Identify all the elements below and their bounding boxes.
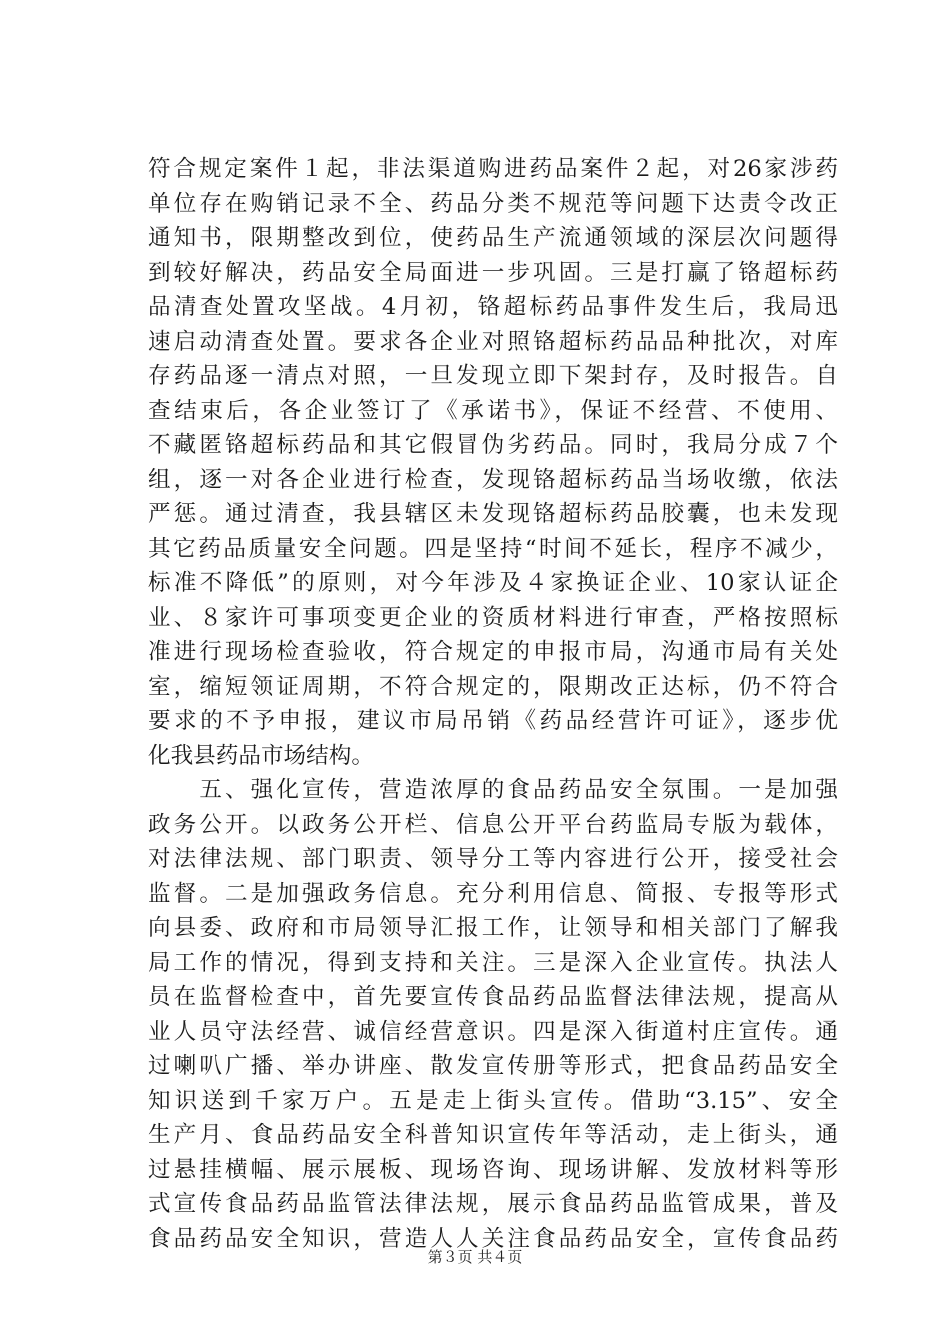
body-text	[148, 152, 838, 1256]
text-line: 生产月、食品药品安全科普知识宣传年等活动，走上街头，通	[148, 1122, 838, 1148]
text-line: 政务公开。以政务公开栏、信息公开平台药监局专版为载体，	[148, 811, 838, 838]
text-line: 存药品逐一清点对照，一旦发现立即下架封存，及时报告。自	[148, 363, 838, 389]
text-line: 其它药品质量安全问题。四是坚持“时间不延长，程序不减少，	[148, 535, 838, 562]
text-line: 局工作的情况，得到支持和关注。三是深入企业宣传。执法人	[148, 949, 838, 976]
text-line: 标准不降低”的原则，对今年涉及４家换证企业、10家认证企	[148, 570, 838, 596]
text-line: 速启动清查处置。要求各企业对照铬超标药品品种批次，对库	[148, 328, 838, 355]
text-line: 不藏匿铬超标药品和其它假冒伪劣药品。同时，我局分成７个	[148, 432, 838, 458]
text-line: 食品药品安全知识，营造人人关注食品药品安全，宣传食品药	[148, 1225, 838, 1252]
text-line: 监督。二是加强政务信息。充分利用信息、简报、专报等形式	[148, 880, 838, 907]
text-line: 符合规定案件１起，非法渠道购进药品案件２起，对26家涉药	[148, 156, 838, 182]
text-line: 过喇叭广播、举办讲座、散发宣传册等形式，把食品药品安全	[148, 1053, 838, 1079]
text-line: 化我县药品市场结构。	[148, 742, 374, 769]
text-line: 式宣传食品药品监管法律法规，展示食品药品监管成果，普及	[148, 1191, 838, 1217]
text-line: 员在监督检查中，首先要宣传食品药品监督法律法规，提高从	[148, 984, 838, 1010]
text-line: 知识送到千家万户。五是走上街头宣传。借助“3.15”、安全	[148, 1087, 838, 1114]
text-line: 组，逐一对各企业进行检查，发现铬超标药品当场收缴，依法	[148, 466, 838, 493]
text-line: 业人员守法经营、诚信经营意识。四是深入街道村庄宣传。通	[148, 1018, 838, 1045]
text-line: 到较好解决，药品安全局面进一步巩固。三是打赢了铬超标药	[148, 259, 838, 286]
text-line: 准进行现场检查验收，符合规定的申报市局，沟通市局有关处	[148, 639, 838, 665]
text-line: 过悬挂横幅、展示展板、现场咨询、现场讲解、发放材料等形	[148, 1156, 838, 1183]
text-line: 品清查处置攻坚战。4月初，铬超标药品事件发生后，我局迅	[148, 294, 838, 320]
page-number: 第３页 共４页	[427, 1248, 523, 1266]
text-line: 对法律法规、部门职责、领导分工等内容进行公开，接受社会	[148, 846, 838, 872]
text-line: 通知书，限期整改到位，使药品生产流通领域的深层次问题得	[148, 225, 838, 251]
text-line: 五、强化宣传，营造浓厚的食品药品安全氛围。一是加强	[148, 777, 838, 803]
text-line: 查结束后，各企业签订了《承诺书》，保证不经营、不使用、	[148, 397, 838, 424]
text-line: 室，缩短领证周期，不符合规定的，限期改正达标，仍不符合	[148, 673, 838, 700]
text-line: 业、８家许可事项变更企业的资质材料进行审查，严格按照标	[148, 604, 838, 631]
text-line: 严惩。通过清查，我县辖区未发现铬超标药品胶囊，也未发现	[148, 501, 838, 527]
text-line: 单位存在购销记录不全、药品分类不规范等问题下达责令改正	[148, 190, 838, 217]
text-line: 要求的不予申报，建议市局吊销《药品经营许可证》，逐步优	[148, 708, 838, 734]
text-line: 向县委、政府和市局领导汇报工作，让领导和相关部门了解我	[148, 915, 838, 941]
